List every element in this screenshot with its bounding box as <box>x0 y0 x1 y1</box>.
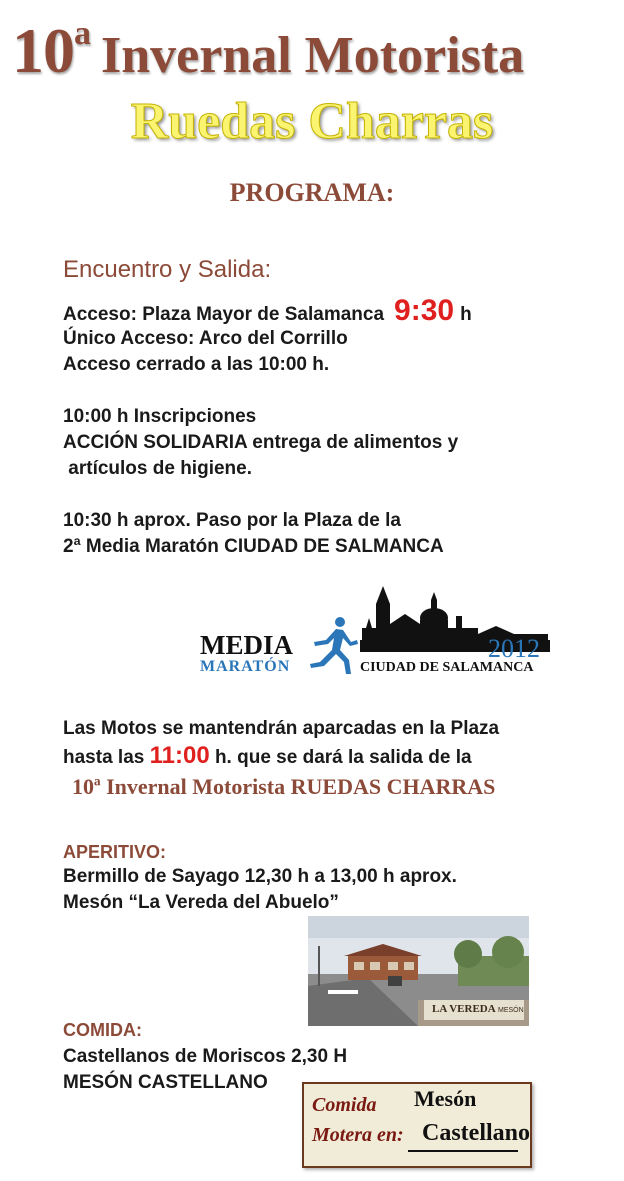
comida-line-1: Castellanos de Moriscos 2,30 H <box>63 1046 348 1067</box>
start-time-unit: h <box>460 304 472 325</box>
media-maraton-logo <box>200 584 556 684</box>
logo-maraton-text: MARATÓN <box>200 658 291 675</box>
motos-line-2-pre: hasta las <box>63 747 145 768</box>
motos-line-2 <box>63 742 472 770</box>
edition-number: 10 <box>12 15 74 86</box>
logo-media-text: MEDIA <box>200 630 293 660</box>
event-title <box>12 14 612 88</box>
logo-ciudad-text: CIUDAD DE SALAMANCA <box>360 660 534 675</box>
sign-motera-text: Motera en: <box>312 1124 404 1146</box>
sign-underline <box>408 1150 518 1152</box>
unico-acceso-line: Único Acceso: Arco del Corrillo <box>63 328 348 349</box>
program-heading: PROGRAMA: <box>229 178 395 207</box>
aperitivo-line-2: Mesón “La Vereda del Abuelo” <box>63 892 339 913</box>
departure-time: 11:00 <box>149 742 210 769</box>
meson-castellano-sign <box>302 1082 532 1168</box>
sign-castellano-text: Castellano <box>422 1120 530 1146</box>
encuentro-heading: Encuentro y Salida: <box>63 256 272 283</box>
sign-meson-text: Mesón <box>414 1086 477 1111</box>
aperitivo-heading: APERITIVO: <box>63 842 167 862</box>
aperitivo-line-1: Bermillo de Sayago 12,30 h a 13,00 h aprox. <box>63 866 457 887</box>
comida-heading: COMIDA: <box>63 1020 142 1040</box>
acceso-cerrado-line: Acceso cerrado a las 10:00 h. <box>63 354 330 375</box>
runner-icon <box>310 617 358 674</box>
acceso-line <box>63 294 472 328</box>
motos-line-2-post: h. que se dará la salida de la <box>214 747 472 768</box>
photo-sign-text: LA VEREDA <box>432 1003 496 1015</box>
acceso-text: Acceso: Plaza Mayor de Salamanca <box>63 304 385 325</box>
motos-event-name: 10ª Invernal Motorista RUEDAS CHARRAS <box>72 774 496 799</box>
meson-vereda-photo <box>308 916 529 1026</box>
motos-line-1: Las Motos se mantendrán aparcadas en la Plaza <box>63 718 500 739</box>
start-time: 9:30 <box>394 294 455 327</box>
event-name: Invernal Motorista <box>101 27 525 84</box>
accion-solidaria-line: ACCIÓN SOLIDARIA entrega de alimentos y <box>63 432 459 453</box>
paso-plaza-line: 10:30 h aprox. Paso por la Plaza de la <box>63 510 401 531</box>
edition-ordinal: a <box>74 15 91 52</box>
photo-sign-text-2: MESÓN <box>498 1007 524 1014</box>
inscripciones-line: 10:00 h Inscripciones <box>63 406 257 427</box>
higiene-line: artículos de higiene. <box>63 458 252 479</box>
comida-line-2: MESÓN CASTELLANO <box>63 1072 268 1093</box>
media-maraton-line: 2ª Media Maratón CIUDAD DE SALMANCA <box>63 536 444 557</box>
sign-comida-text: Comida <box>312 1094 377 1116</box>
event-subtitle: Ruedas Charras <box>130 93 494 150</box>
logo-year-text: 2012 <box>488 634 540 663</box>
